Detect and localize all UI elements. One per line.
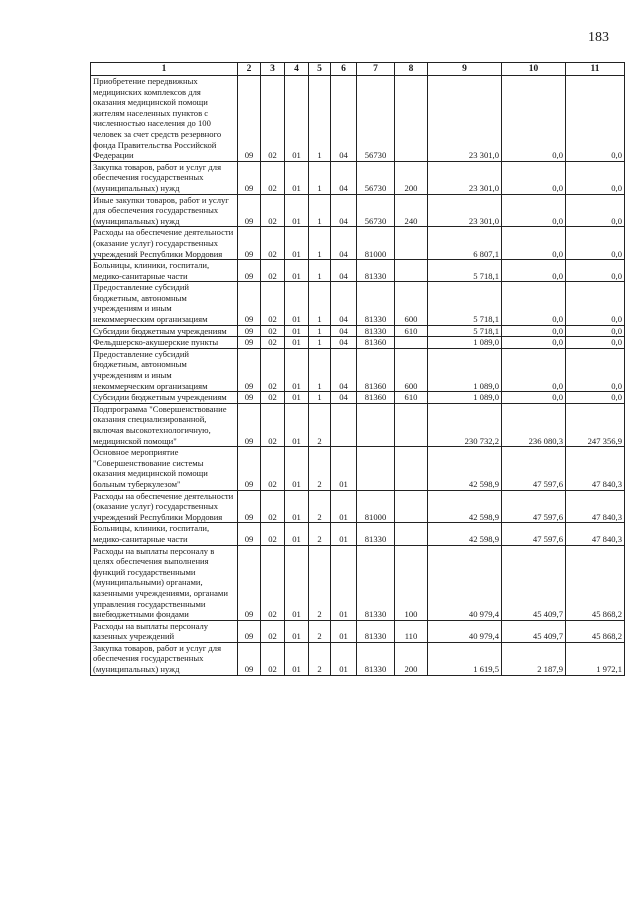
amount-cell: 45 868,2 [566, 620, 625, 642]
amount-cell: 1 089,0 [428, 392, 502, 404]
ministry-code-cell: 09 [238, 523, 261, 545]
amount-cell: 45 409,7 [502, 545, 566, 620]
table-row [91, 161, 625, 194]
amount-cell: 0,0 [502, 161, 566, 194]
amount-cell: 1 089,0 [428, 337, 502, 349]
subprogram-code-cell: 04 [331, 227, 357, 260]
amount-cell: 42 598,9 [428, 490, 502, 523]
amount-cell: 0,0 [566, 348, 625, 391]
section-code-cell: 02 [261, 620, 285, 642]
expense-name-cell: Больницы, клиники, госпитали, медико-санитарные части [91, 260, 238, 282]
subprogram-code-cell: 01 [331, 642, 357, 675]
subsection-code-cell: 01 [285, 642, 309, 675]
table-row [91, 545, 625, 620]
section-code-cell: 02 [261, 325, 285, 337]
section-code-cell: 02 [261, 642, 285, 675]
header-cell: 2 [238, 63, 261, 76]
amount-cell: 0,0 [502, 76, 566, 162]
ministry-code-cell: 09 [238, 545, 261, 620]
expense-name-cell: Больницы, клиники, госпитали, медико-санитарные части [91, 523, 238, 545]
amount-cell: 0,0 [566, 337, 625, 349]
program-code-cell: 1 [309, 348, 331, 391]
expense-type-cell: 610 [395, 325, 428, 337]
header-cell: 11 [566, 63, 625, 76]
header-cell: 5 [309, 63, 331, 76]
amount-cell: 47 597,6 [502, 523, 566, 545]
ministry-code-cell: 09 [238, 227, 261, 260]
program-code-cell: 2 [309, 642, 331, 675]
amount-cell: 0,0 [502, 325, 566, 337]
target-article-cell: 81330 [357, 260, 395, 282]
ministry-code-cell: 09 [238, 348, 261, 391]
expense-type-cell: 110 [395, 620, 428, 642]
expense-type-cell: 600 [395, 282, 428, 325]
program-code-cell: 1 [309, 76, 331, 162]
target-article-cell: 81360 [357, 337, 395, 349]
subprogram-code-cell: 04 [331, 325, 357, 337]
section-code-cell: 02 [261, 260, 285, 282]
table-row [91, 620, 625, 642]
program-code-cell: 2 [309, 447, 331, 490]
ministry-code-cell: 09 [238, 282, 261, 325]
program-code-cell: 1 [309, 260, 331, 282]
subsection-code-cell: 01 [285, 348, 309, 391]
target-article-cell: 81330 [357, 545, 395, 620]
header-cell: 8 [395, 63, 428, 76]
section-code-cell: 02 [261, 447, 285, 490]
ministry-code-cell: 09 [238, 260, 261, 282]
amount-cell: 0,0 [566, 194, 625, 227]
amount-cell: 0,0 [502, 227, 566, 260]
subsection-code-cell: 01 [285, 545, 309, 620]
amount-cell: 0,0 [502, 348, 566, 391]
ministry-code-cell: 09 [238, 76, 261, 162]
subsection-code-cell: 01 [285, 161, 309, 194]
section-code-cell: 02 [261, 348, 285, 391]
page-number: 183 [588, 30, 609, 45]
header-row [91, 63, 625, 76]
amount-cell: 0,0 [566, 227, 625, 260]
table-row [91, 642, 625, 675]
amount-cell: 47 840,3 [566, 447, 625, 490]
target-article-cell: 81330 [357, 523, 395, 545]
ministry-code-cell: 09 [238, 490, 261, 523]
budget-table [90, 62, 625, 676]
ministry-code-cell: 09 [238, 325, 261, 337]
expense-name-cell: Закупка товаров, работ и услуг для обеспечения государственных (муниципальных) нужд [91, 161, 238, 194]
expense-type-cell: 610 [395, 392, 428, 404]
expense-type-cell: 200 [395, 161, 428, 194]
amount-cell: 47 840,3 [566, 490, 625, 523]
program-code-cell: 2 [309, 490, 331, 523]
expense-type-cell [395, 260, 428, 282]
table-row [91, 392, 625, 404]
subprogram-code-cell: 01 [331, 545, 357, 620]
section-code-cell: 02 [261, 161, 285, 194]
program-code-cell: 1 [309, 325, 331, 337]
subprogram-code-cell: 01 [331, 523, 357, 545]
expense-name-cell: Расходы на выплаты персоналу казенных учреждений [91, 620, 238, 642]
ministry-code-cell: 09 [238, 161, 261, 194]
expense-name-cell: Основное мероприятие "Совершенствование системы оказания медицинской помощи больным туберкулезом" [91, 447, 238, 490]
table-row [91, 227, 625, 260]
subprogram-code-cell: 04 [331, 392, 357, 404]
section-code-cell: 02 [261, 490, 285, 523]
expense-type-cell [395, 227, 428, 260]
expense-name-cell: Субсидии бюджетным учреждениям [91, 325, 238, 337]
subprogram-code-cell: 04 [331, 282, 357, 325]
program-code-cell: 1 [309, 392, 331, 404]
table-row [91, 282, 625, 325]
target-article-cell: 81360 [357, 392, 395, 404]
section-code-cell: 02 [261, 194, 285, 227]
target-article-cell: 81000 [357, 227, 395, 260]
section-code-cell: 02 [261, 282, 285, 325]
amount-cell: 0,0 [566, 325, 625, 337]
amount-cell: 5 718,1 [428, 260, 502, 282]
subsection-code-cell: 01 [285, 325, 309, 337]
amount-cell: 23 301,0 [428, 161, 502, 194]
expense-name-cell: Расходы на обеспечение деятельности (оказание услуг) государственных учреждений Республики Мордовия [91, 227, 238, 260]
amount-cell: 5 718,1 [428, 282, 502, 325]
amount-cell: 45 409,7 [502, 620, 566, 642]
ministry-code-cell: 09 [238, 403, 261, 446]
program-code-cell: 1 [309, 227, 331, 260]
header-cell: 3 [261, 63, 285, 76]
target-article-cell [357, 403, 395, 446]
program-code-cell: 1 [309, 194, 331, 227]
subsection-code-cell: 01 [285, 260, 309, 282]
table-row [91, 523, 625, 545]
program-code-cell: 2 [309, 620, 331, 642]
expense-name-cell: Расходы на выплаты персоналу в целях обеспечения выполнения функций государственными (муниципальными) органами, казенными учреждениями, органами управления государственными внебюджетными фондами [91, 545, 238, 620]
table-row [91, 447, 625, 490]
subprogram-code-cell: 04 [331, 260, 357, 282]
target-article-cell: 81330 [357, 620, 395, 642]
target-article-cell: 81330 [357, 282, 395, 325]
subprogram-code-cell: 04 [331, 348, 357, 391]
table-row [91, 337, 625, 349]
table-row [91, 490, 625, 523]
expense-type-cell: 100 [395, 545, 428, 620]
expense-type-cell [395, 523, 428, 545]
expense-name-cell: Иные закупки товаров, работ и услуг для обеспечения государственных (муниципальных) нужд [91, 194, 238, 227]
subsection-code-cell: 01 [285, 227, 309, 260]
expense-name-cell: Предоставление субсидий бюджетным, автономным учреждениям и иным некоммерческим организациям [91, 348, 238, 391]
target-article-cell: 81330 [357, 325, 395, 337]
target-article-cell: 56730 [357, 194, 395, 227]
section-code-cell: 02 [261, 337, 285, 349]
program-code-cell: 1 [309, 337, 331, 349]
expense-name-cell: Субсидии бюджетным учреждениям [91, 392, 238, 404]
amount-cell: 0,0 [502, 282, 566, 325]
subsection-code-cell: 01 [285, 620, 309, 642]
expense-type-cell [395, 337, 428, 349]
program-code-cell: 2 [309, 545, 331, 620]
subprogram-code-cell: 04 [331, 161, 357, 194]
target-article-cell: 56730 [357, 76, 395, 162]
table-row [91, 194, 625, 227]
amount-cell: 42 598,9 [428, 523, 502, 545]
header-cell: 10 [502, 63, 566, 76]
section-code-cell: 02 [261, 392, 285, 404]
amount-cell: 0,0 [566, 392, 625, 404]
subprogram-code-cell [331, 403, 357, 446]
amount-cell: 42 598,9 [428, 447, 502, 490]
table-row [91, 260, 625, 282]
amount-cell: 0,0 [566, 282, 625, 325]
amount-cell: 23 301,0 [428, 76, 502, 162]
header-cell: 7 [357, 63, 395, 76]
header-cell: 6 [331, 63, 357, 76]
program-code-cell: 1 [309, 282, 331, 325]
subprogram-code-cell: 01 [331, 447, 357, 490]
header-cell: 1 [91, 63, 238, 76]
header-cell: 9 [428, 63, 502, 76]
amount-cell: 47 840,3 [566, 523, 625, 545]
amount-cell: 1 089,0 [428, 348, 502, 391]
amount-cell: 247 356,9 [566, 403, 625, 446]
subsection-code-cell: 01 [285, 490, 309, 523]
subprogram-code-cell: 04 [331, 337, 357, 349]
amount-cell: 23 301,0 [428, 194, 502, 227]
target-article-cell: 81000 [357, 490, 395, 523]
amount-cell: 47 597,6 [502, 447, 566, 490]
amount-cell: 0,0 [566, 161, 625, 194]
table-row [91, 403, 625, 446]
program-code-cell: 2 [309, 403, 331, 446]
target-article-cell: 81360 [357, 348, 395, 391]
subsection-code-cell: 01 [285, 392, 309, 404]
amount-cell: 0,0 [502, 194, 566, 227]
expense-type-cell [395, 76, 428, 162]
subprogram-code-cell: 01 [331, 620, 357, 642]
ministry-code-cell: 09 [238, 620, 261, 642]
expense-name-cell: Фельдшерско-акушерские пункты [91, 337, 238, 349]
subprogram-code-cell: 01 [331, 490, 357, 523]
subsection-code-cell: 01 [285, 403, 309, 446]
ministry-code-cell: 09 [238, 392, 261, 404]
section-code-cell: 02 [261, 545, 285, 620]
amount-cell: 0,0 [566, 260, 625, 282]
ministry-code-cell: 09 [238, 642, 261, 675]
expense-name-cell: Подпрограмма "Совершенствование оказания специализированной, включая высокотехнологичную, медицинской помощи" [91, 403, 238, 446]
section-code-cell: 02 [261, 403, 285, 446]
table-row [91, 76, 625, 162]
target-article-cell [357, 447, 395, 490]
subprogram-code-cell: 04 [331, 76, 357, 162]
amount-cell: 1 619,5 [428, 642, 502, 675]
program-code-cell: 2 [309, 523, 331, 545]
expense-type-cell: 200 [395, 642, 428, 675]
amount-cell: 0,0 [502, 392, 566, 404]
amount-cell: 1 972,1 [566, 642, 625, 675]
section-code-cell: 02 [261, 523, 285, 545]
amount-cell: 47 597,6 [502, 490, 566, 523]
amount-cell: 2 187,9 [502, 642, 566, 675]
target-article-cell: 56730 [357, 161, 395, 194]
amount-cell: 230 732,2 [428, 403, 502, 446]
amount-cell: 0,0 [502, 337, 566, 349]
program-code-cell: 1 [309, 161, 331, 194]
expense-name-cell: Расходы на обеспечение деятельности (оказание услуг) государственных учреждений Республики Мордовия [91, 490, 238, 523]
amount-cell: 45 868,2 [566, 545, 625, 620]
amount-cell: 0,0 [566, 76, 625, 162]
ministry-code-cell: 09 [238, 337, 261, 349]
subsection-code-cell: 01 [285, 76, 309, 162]
section-code-cell: 02 [261, 76, 285, 162]
ministry-code-cell: 09 [238, 447, 261, 490]
expense-name-cell: Предоставление субсидий бюджетным, автономным учреждениям и иным некоммерческим организациям [91, 282, 238, 325]
subsection-code-cell: 01 [285, 282, 309, 325]
target-article-cell: 81330 [357, 642, 395, 675]
amount-cell: 6 807,1 [428, 227, 502, 260]
subsection-code-cell: 01 [285, 194, 309, 227]
expense-type-cell [395, 403, 428, 446]
amount-cell: 40 979,4 [428, 620, 502, 642]
expense-type-cell: 600 [395, 348, 428, 391]
table-body [91, 76, 625, 676]
table-row [91, 348, 625, 391]
subsection-code-cell: 01 [285, 337, 309, 349]
amount-cell: 236 080,3 [502, 403, 566, 446]
expense-name-cell: Закупка товаров, работ и услуг для обеспечения государственных (муниципальных) нужд [91, 642, 238, 675]
subsection-code-cell: 01 [285, 447, 309, 490]
expense-type-cell: 240 [395, 194, 428, 227]
subprogram-code-cell: 04 [331, 194, 357, 227]
subsection-code-cell: 01 [285, 523, 309, 545]
header-cell: 4 [285, 63, 309, 76]
expense-name-cell: Приобретение передвижных медицинских комплексов для оказания медицинской помощи жителям населенных пунктов с численностью населения до 100 человек за счет средств резервного фонда Правительства Российской Федерации [91, 76, 238, 162]
ministry-code-cell: 09 [238, 194, 261, 227]
expense-type-cell [395, 447, 428, 490]
amount-cell: 0,0 [502, 260, 566, 282]
table-row [91, 325, 625, 337]
expense-type-cell [395, 490, 428, 523]
amount-cell: 5 718,1 [428, 325, 502, 337]
section-code-cell: 02 [261, 227, 285, 260]
amount-cell: 40 979,4 [428, 545, 502, 620]
